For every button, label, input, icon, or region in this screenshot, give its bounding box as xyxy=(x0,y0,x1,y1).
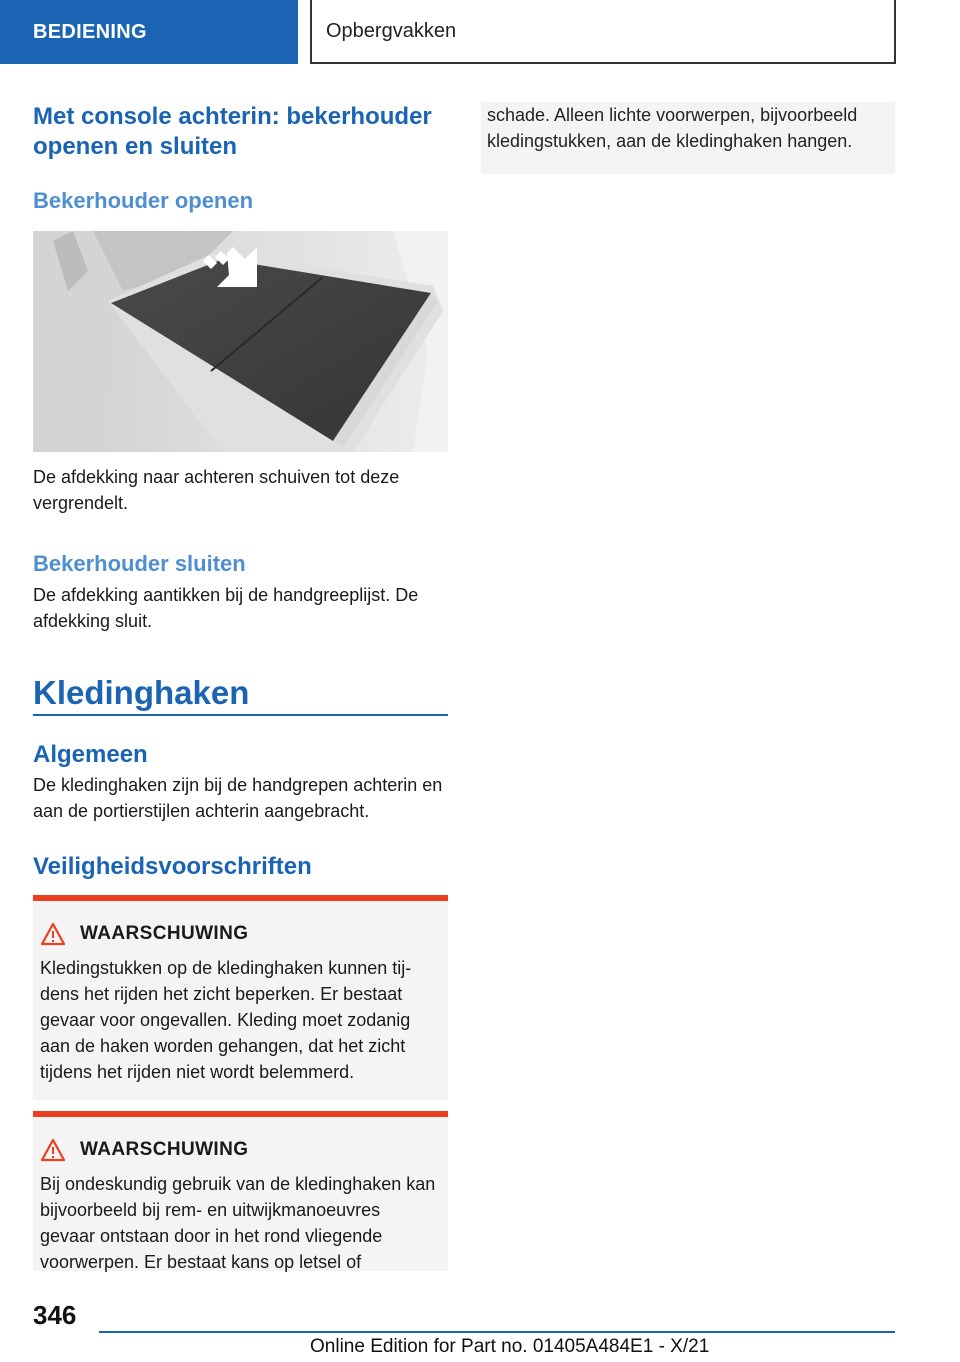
console-drawing xyxy=(33,231,448,452)
open-text: De afdekking naar achteren schuiven tot deze vergrendelt. xyxy=(33,467,400,513)
general-block xyxy=(33,740,448,824)
section-rule xyxy=(33,714,448,716)
warning-triangle-icon xyxy=(40,1138,66,1162)
close-heading: Bekerhouder sluiten xyxy=(33,551,246,576)
open-text-block xyxy=(33,464,448,516)
edition-text: Online Edition for Part no. 01405A484E1 - X/21 xyxy=(310,1336,710,1357)
general-text: De kledinghaken zijn bij de handgrepen achterin en aan de portierstijlen achterin aangebracht. xyxy=(33,775,443,821)
safety-block xyxy=(33,852,448,882)
left-column xyxy=(33,102,448,215)
warning-continued-text: schade. Alleen lichte voorwerpen, bijvoorbeeld kledingstukken, aan de kledinghaken hangen. xyxy=(487,105,858,151)
close-text: De afdekking aantikken bij de handgreeplijst. De afdekking sluit. xyxy=(33,585,419,631)
chapter-header xyxy=(310,0,896,64)
clothes-hooks-section xyxy=(33,672,448,716)
warning-title: WAARSCHUWING xyxy=(80,923,249,944)
section-tab xyxy=(0,0,298,64)
warning-title-row xyxy=(40,919,440,949)
safety-heading: Veiligheidsvoorschriften xyxy=(33,853,312,880)
open-heading: Bekerhouder openen xyxy=(33,188,254,213)
warning-title: WAARSCHUWING xyxy=(80,1139,249,1160)
warning-text: Kledingstukken op de kledinghaken kunnen tij-dens het rijden het zicht beperken. Er bestaat gevaar voor ongevallen. Kleding moet zodanig aan de haken worden gehangen, dat het zicht tijdens het rijden niet wordt belemmerd. xyxy=(40,958,412,1082)
close-block xyxy=(33,550,448,634)
warning-text: Bij ondeskundig gebruik van de kledinghaken kan bijvoorbeeld bij rem- en uitwijkmanoeuvres gevaar ontstaan door in het rond vliegende voorwerpen. Er bestaat kans op letsel of xyxy=(40,1174,436,1272)
warning-continued-box xyxy=(481,102,895,174)
cupholder-title: Met console achterin: bekerhouder openen en sluiten xyxy=(33,103,432,160)
section-title: Kledinghaken xyxy=(33,674,250,711)
warning-triangle-icon xyxy=(40,922,66,946)
warning-title-row xyxy=(40,1135,440,1165)
warning-box-2 xyxy=(33,1111,448,1271)
warning-box-1 xyxy=(33,895,448,1100)
console-cupholder-illustration xyxy=(33,231,448,452)
section-label: BEDIENING xyxy=(33,20,147,43)
general-heading: Algemeen xyxy=(33,741,148,768)
footer-rule xyxy=(99,1331,895,1333)
page-number: 346 xyxy=(33,1300,77,1330)
chapter-label: Opbergvakken xyxy=(326,19,457,42)
